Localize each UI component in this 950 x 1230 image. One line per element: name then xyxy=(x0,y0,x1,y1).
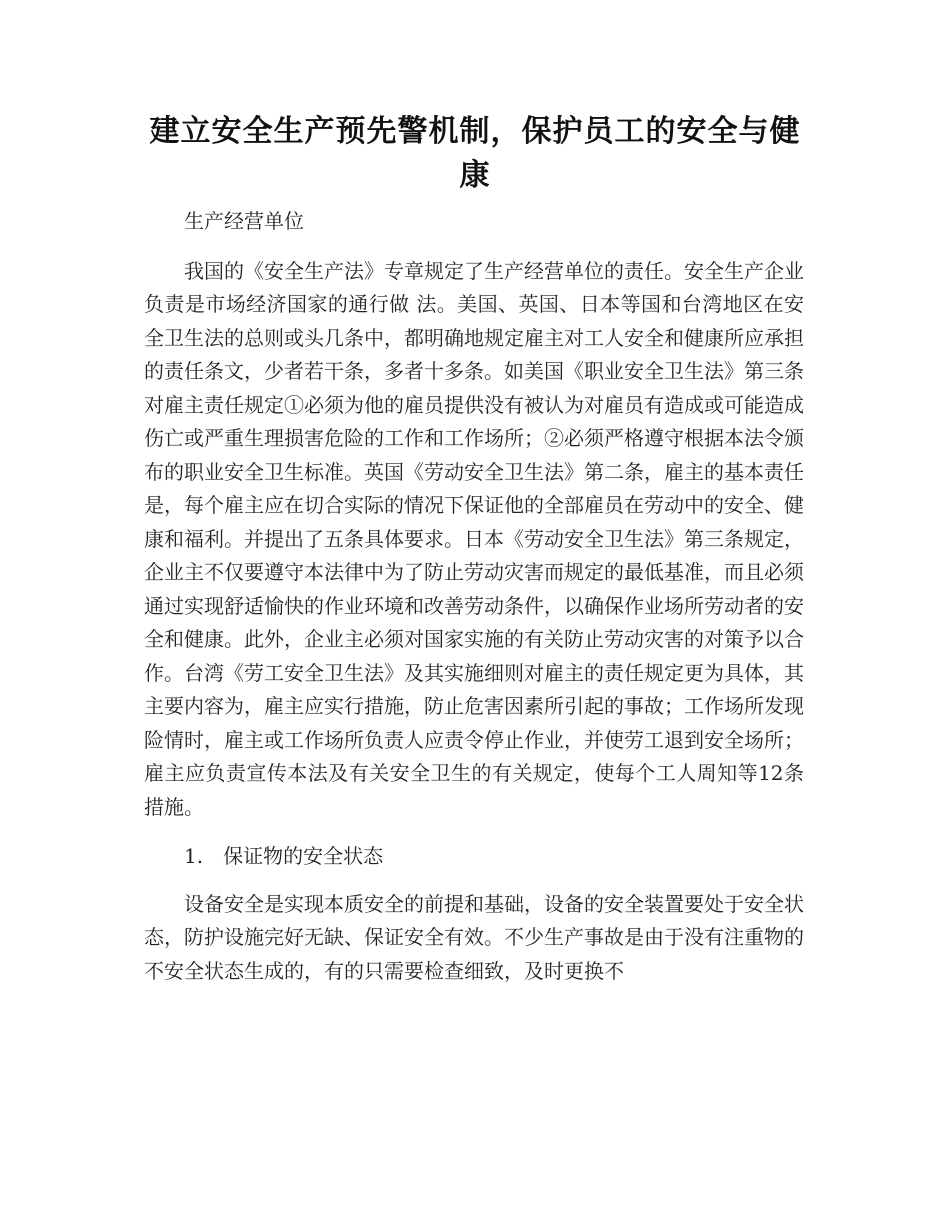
paragraph-section-label: 生产经营单位 xyxy=(184,209,304,233)
paragraph-equipment-safety: 设备安全是实现本质安全的前提和基础，设备的安全装置要处于安全状态，防护设施完好无缺、保证安全有效。不少生产事故是由于没有注重物的不安全状态生成的，有的只需要检查细致，及时更换不 xyxy=(144,891,804,983)
document-title: 建立安全生产预先警机制，保护员工的安全与健康 xyxy=(149,114,801,193)
section-heading-1: 1. 保证物的安全状态 xyxy=(184,844,384,868)
document-body xyxy=(144,205,804,1004)
paragraph-legal-responsibility: 我国的《安全生产法》专章规定了生产经营单位的责任。安全生产企业负责是市场经济国家的通行做 法。美国、英国、日本等国和台湾地区在安全卫生法的总则或头几条中，都明确地规定雇主对工人安全和健康所应承担的责任条文，少者若干条，多者十多条。如美国《职业安全卫生法》第三条对雇主责任规定①必须为他的雇员提供没有被认为对雇员有造成或可能造成伤亡或严重生理损害危险的工作和工作场所；②必须严格遵守根据本法令颁布的职业安全卫生标准。英国《劳动安全卫生法》第二条，雇主的基本责任是，每个雇主应在切合实际的情况下保证他的全部雇员在劳动中的安全、健康和福利。并提出了五条具体要求。日本《劳动安全卫生法》第三条规定，企业主不仅要遵守本法律中为了防止劳动灾害而规定的最低基准，而且必须通过实现舒适愉快的作业环境和改善劳动条件，以确保作业场所劳动者的安全和健康。此外，企业主必须对国家实施的有关防止劳动灾害的对策予以合作。台湾《劳工安全卫生法》及其实施细则对雇主的责任规定更为具体，其主要内容为，雇主应实行措施，防止危害因素所引起的事故；工作场所发现险情时，雇主或工作场所负责人应责令停止作业，并使劳工退到安全场所；雇主应负责宣传本法及有关安全卫生的有关规定，使每个工人周知等12条措施。 xyxy=(144,258,804,819)
